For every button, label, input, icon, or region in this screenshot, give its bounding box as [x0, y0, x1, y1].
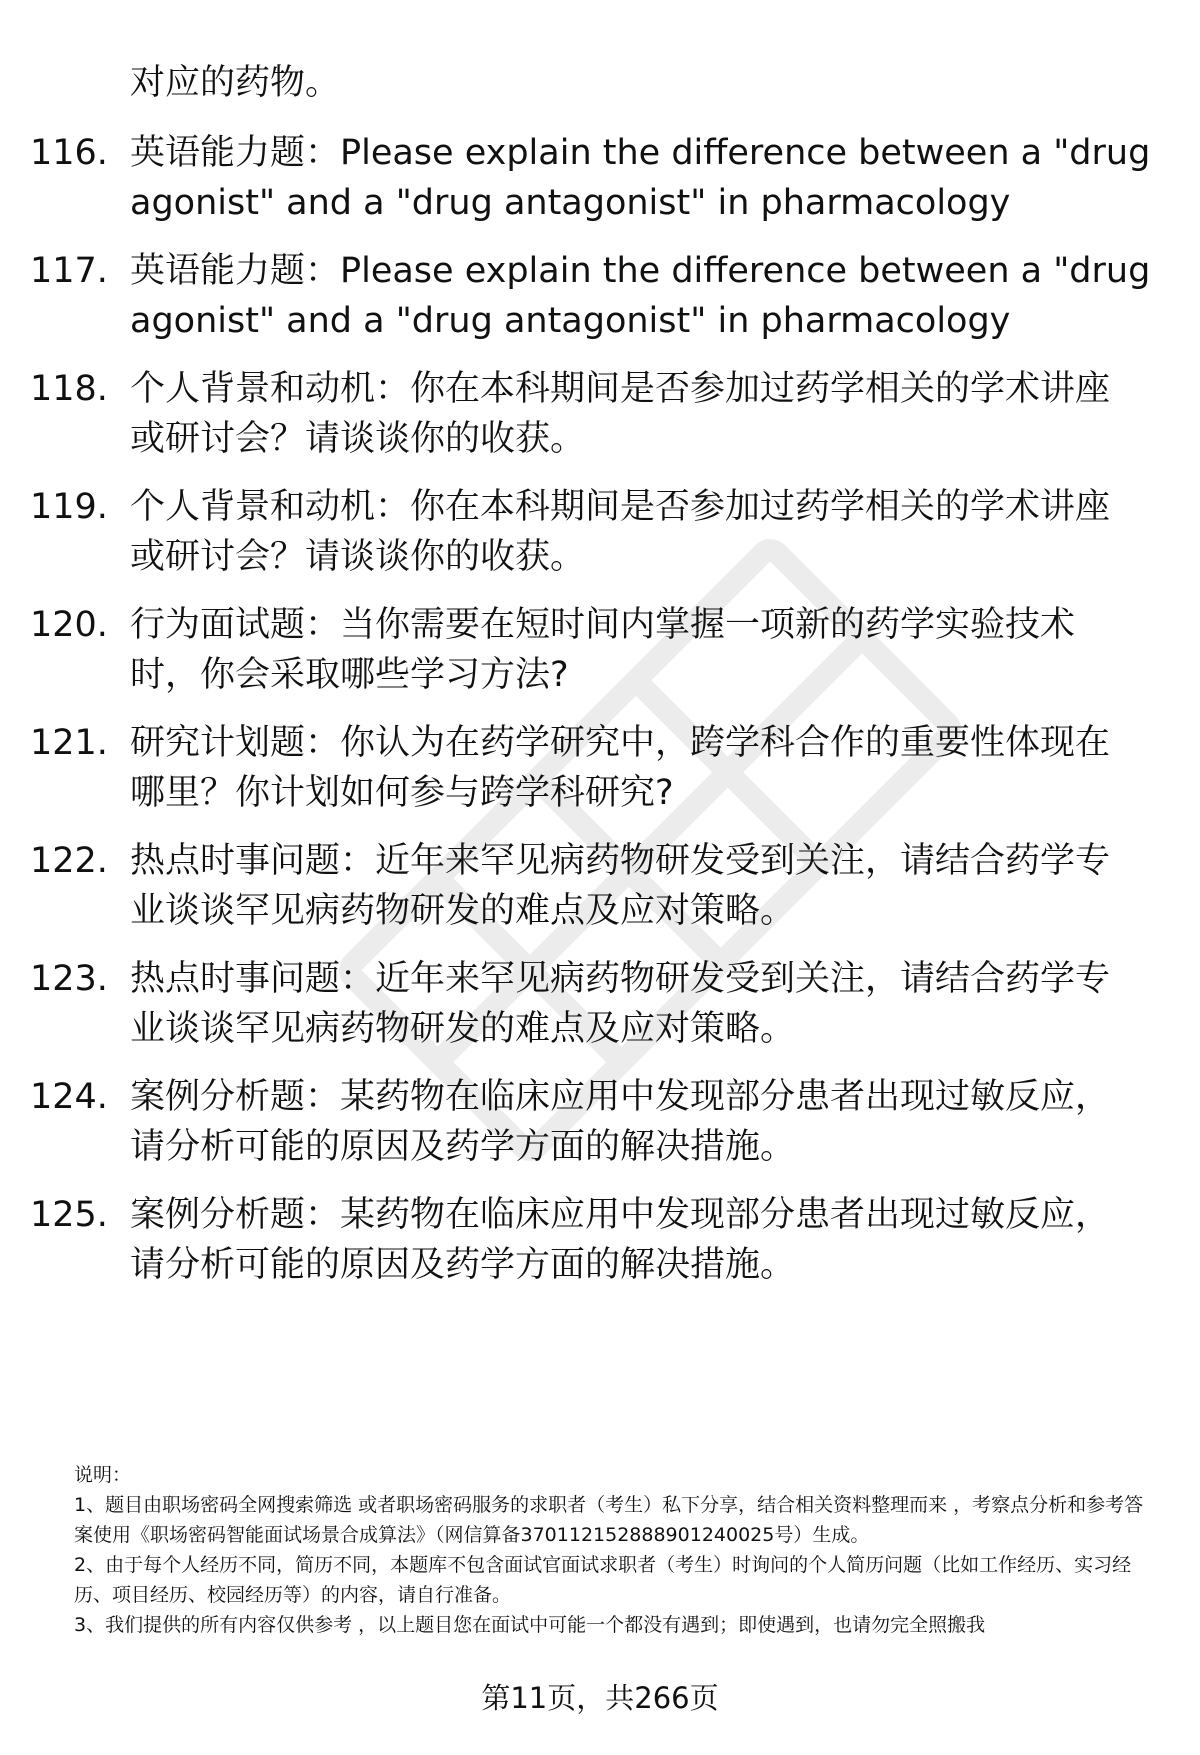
question-number: 120.	[30, 605, 108, 645]
notes-item: 2、由于每个人经历不同，简历不同，本题库不包含面试官面试求职者（考生）时询问的个人简历问题（比如工作经历、实习经历、项目经历、校园经历等）的内容，请自行准备。	[74, 1554, 1132, 1606]
question-number: 116.	[30, 133, 108, 173]
question-item	[30, 246, 1180, 346]
question-item	[30, 128, 1180, 228]
notes-item: 3、我们提供的所有内容仅供参考 ，以上题目您在面试中可能一个都没有遇到；即使遇到，也请勿完全照搬我	[74, 1614, 986, 1636]
question-number: 125.	[30, 1195, 108, 1235]
question-number: 121.	[30, 723, 108, 763]
question-item	[30, 836, 1180, 936]
question-text: 案例分析题：某药物在临床应用中发现部分患者出现过敏反应， 请分析可能的原因及药学方面的解决措施。	[130, 1077, 1111, 1167]
question-text: 热点时事问题：近年来罕见病药物研发受到关注，请结合药学专 业谈谈罕见病药物研发的难点及应对策略。	[130, 841, 1111, 931]
question-number: 124.	[30, 1077, 108, 1117]
question-text: 热点时事问题：近年来罕见病药物研发受到关注，请结合药学专 业谈谈罕见病药物研发的难点及应对策略。	[130, 959, 1111, 1049]
question-item	[30, 1190, 1180, 1290]
question-item	[30, 600, 1180, 700]
question-text: 案例分析题：某药物在临床应用中发现部分患者出现过敏反应， 请分析可能的原因及药学方面的解决措施。	[130, 1195, 1111, 1285]
question-text: 行为面试题：当你需要在短时间内掌握一项新的药学实验技术 时，你会采取哪些学习方法?	[130, 605, 1076, 695]
question-item	[30, 364, 1180, 464]
continuation-text: 对应的药物。	[130, 63, 341, 103]
question-number: 119.	[30, 487, 108, 527]
question-number: 122.	[30, 841, 108, 881]
notes-heading: 说明：	[74, 1464, 132, 1486]
question-item	[30, 954, 1180, 1054]
question-text: 英语能力题：Please explain the difference between a "drug agonist" and a "drug antagonist" in pharmacology	[130, 133, 1151, 223]
question-text: 英语能力题：Please explain the difference between a "drug agonist" and a "drug antagonist" in pharmacology	[130, 251, 1151, 341]
question-item	[30, 718, 1180, 818]
question-number: 123.	[30, 959, 108, 999]
question-text: 个人背景和动机：你在本科期间是否参加过药学相关的学术讲座 或研讨会？请谈谈你的收获。	[130, 487, 1111, 577]
question-text: 个人背景和动机：你在本科期间是否参加过药学相关的学术讲座 或研讨会？请谈谈你的收获。	[130, 369, 1111, 459]
notes-item: 1、题目由职场密码全网搜索筛选 或者职场密码服务的求职者（考生）私下分享，结合相关资料整理而来 ，考察点分析和参考答案使用《职场密码智能面试场景合成算法》（网信算备370112152888901240025号）生成。	[74, 1494, 1144, 1546]
question-text: 研究计划题：你认为在药学研究中，跨学科合作的重要性体现在 哪里？你计划如何参与跨学科研究?	[130, 723, 1111, 813]
question-item	[30, 482, 1180, 582]
question-item	[30, 1072, 1180, 1172]
notes-section	[74, 1460, 1154, 1640]
page-number-footer: 第11页，共266页	[481, 1681, 719, 1715]
question-number: 118.	[30, 369, 108, 409]
question-number: 117.	[30, 251, 108, 291]
